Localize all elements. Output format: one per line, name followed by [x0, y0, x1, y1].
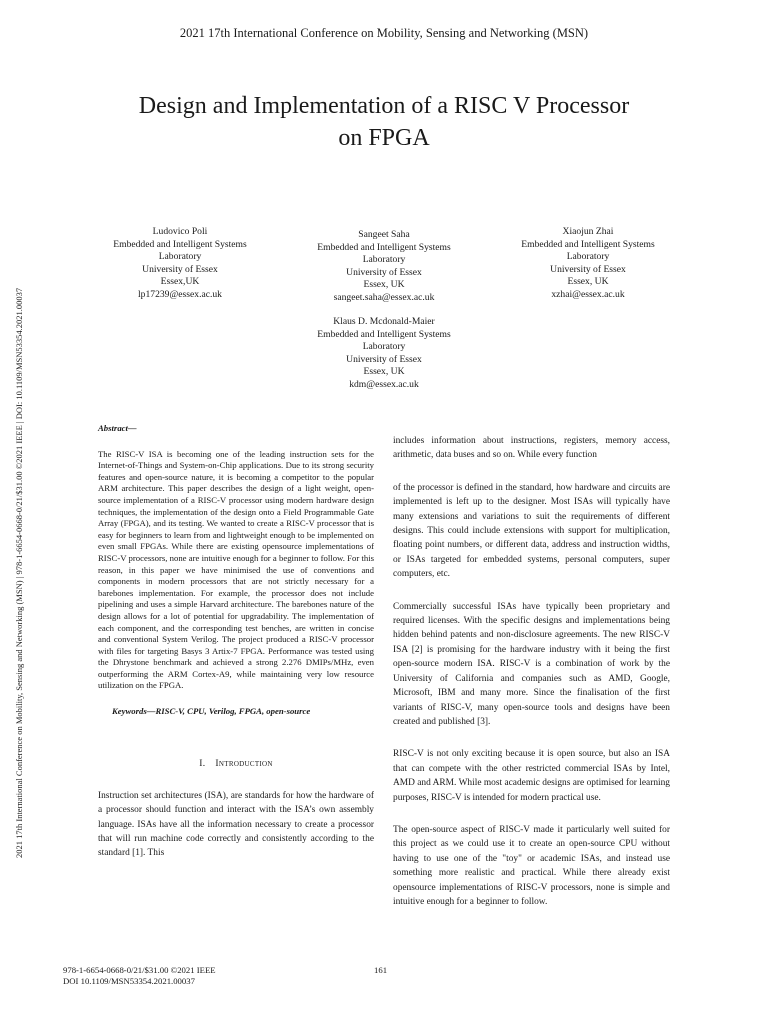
conference-header: 2021 17th International Conference on Mobility, Sensing and Networking (MSN) — [179, 26, 589, 40]
section-title: Introduction — [215, 757, 273, 769]
keywords: Keywords—RISC-V, CPU, Verilog, FPGA, open-source — [112, 706, 311, 717]
author-block — [488, 226, 688, 302]
author-name: Ludovico Poli — [152, 226, 208, 237]
author-affiliation: Laboratory — [158, 251, 202, 263]
author-location: Essex, UK — [363, 366, 405, 378]
author-affiliation: Embedded and Intelligent Systems — [113, 238, 247, 250]
paragraph: RISC-V is not only exciting because it is open source, but also an ISA that can compete with the other restricted commercial ISAs by Intel, AMD and ARM. While most academic designs are optimised for learning purposes, RISC-V is intended for modern practical use. — [393, 749, 670, 803]
author-university: University of Essex — [346, 353, 422, 365]
paper-title — [60, 90, 708, 154]
paragraph: includes information about instructions, registers, memory access, arithmetic, data buses and so on. While every function — [393, 436, 670, 461]
author-email: xzhai@essex.ac.uk — [551, 288, 625, 300]
abstract-label: Abstract— — [98, 423, 137, 433]
side-identifier: 2021 17th International Conference on Mobility, Sensing and Networking (MSN) | 978-1-6654-0668-0/21/$31.00 ©2021 IEEE | DOI: 10.1109/MSN53354.2021.00037 — [14, 287, 24, 858]
author-affiliation: Embedded and Intelligent Systems — [317, 328, 451, 340]
author-location: Essex,UK — [160, 276, 200, 288]
author-affiliation: Laboratory — [362, 341, 406, 353]
page-number: 161 — [374, 965, 388, 975]
author-location: Essex, UK — [363, 279, 405, 291]
introduction-paragraph: Instruction set architectures (ISA), are standards for how the hardware of a processor should function and interact with the ISA’s own assembly language. ISAs have all the information necessary to create a processor that will run machine code correctly and consistently according to the standard [1]. This — [98, 791, 374, 859]
author-email: kdm@essex.ac.uk — [349, 378, 419, 390]
author-affiliation: Embedded and Intelligent Systems — [521, 238, 655, 250]
author-block — [80, 226, 280, 302]
section-numeral: I. — [199, 757, 206, 769]
author-affiliation: Embedded and Intelligent Systems — [317, 241, 451, 253]
author-email: lp17239@essex.ac.uk — [138, 288, 222, 300]
paragraph: of the processor is defined in the standard, how hardware and circuits are implemented is left up to the designer. Most ISAs will typically have many extensions and variations to suit the requirements of different designs. This could include extensions with support for multiplication, floating point numbers, or different data, address and instruction widths, or ISAs targeted for embedded systems, personal computers, super computers, etc. — [393, 482, 670, 580]
author-affiliation: Laboratory — [566, 251, 610, 263]
footer-isbn: 978-1-6654-0668-0/21/$31.00 ©2021 IEEE — [63, 965, 216, 975]
footer-doi: DOI 10.1109/MSN53354.2021.00037 — [63, 976, 195, 986]
author-name: Xiaojun Zhai — [562, 226, 614, 237]
author-block — [284, 316, 484, 392]
author-location: Essex, UK — [567, 276, 609, 288]
author-university: University of Essex — [550, 263, 626, 275]
paragraph: Commercially successful ISAs have typically been proprietary and required licenses. With the specific designs and implementations being hidden behind patents and non-disclosure agreements. The new RISC-V ISA [2] is promising for the hardware industry with it being the first open-source modern ISA. RISC-V is a combination of work by the University of California and companies such as AMD, Google, Microsoft, IBM and many more. Since the finalisation of the first variants of RISC-V, many open-source tools and designs have been created and published [3]. — [393, 601, 670, 727]
footer-identifiers — [63, 965, 216, 987]
paragraph: The open-source aspect of RISC-V made it particularly well suited for this project as we could use it to create an open-source CPU without having to use one of the "toy" or academic ISAs, and instead use something more realistic and practical. While there already exist opensource implementations of RISC-V processors, none is simple and intuitive enough for a beginner to follow. — [393, 824, 670, 907]
section-heading-introduction — [98, 758, 374, 770]
author-university: University of Essex — [142, 263, 218, 275]
author-name: Sangeet Saha — [358, 229, 410, 240]
author-block — [284, 229, 484, 305]
left-column — [98, 423, 374, 860]
author-email: sangeet.saha@essex.ac.uk — [333, 291, 435, 303]
abstract-text: The RISC-V ISA is becoming one of the leading instruction sets for the Internet-of-Things and System-on-Chip applications. Due to its strong security features and open-source nature, it is becoming a competitor to the popular ARM architecture. This paper describes the design of a light weight, open-source implementation of a RISC-V processor using modern hardware design techniques, the implementation of the design onto a Field Programmable Gate Array (FPGA), and its testing. We wanted to create a RISC-V processor that is easy for beginners to learn from and lightweight enough to be implemented on even small FPGAs. While there are existing opensource implementations of RISC-V processors, none are intuitive enough for a beginner to follow. For this reason, in this paper we have minimised the use of conventions and components in modern processors that are not strictly necessary for a barebones implementation. For example, the processor does not include pipelining and uses a simple Harvard architecture. The barebones nature of the design allows for a lot of potential for upgradability. The implementation of each component, and the corresponding test benches, are written in concise and conventional System Verilog. The project produced a RISC-V processor with files for targeting Basys 3 Artix-7 FPGA. Performance was tested using the Dhrystone benchmark and achieved a strong 2.276 DMIPs/MHz, even outperforming the ARM Cortex-A9, while maintaining very low resource utilization on the FPGA. — [98, 448, 374, 691]
right-column — [393, 434, 670, 927]
title-line-1: Design and Implementation of a RISC V Processor — [138, 93, 630, 119]
author-name: Klaus D. Mcdonald-Maier — [333, 316, 435, 327]
author-affiliation: Laboratory — [362, 254, 406, 266]
title-line-2: on FPGA — [338, 125, 430, 151]
author-university: University of Essex — [346, 266, 422, 278]
